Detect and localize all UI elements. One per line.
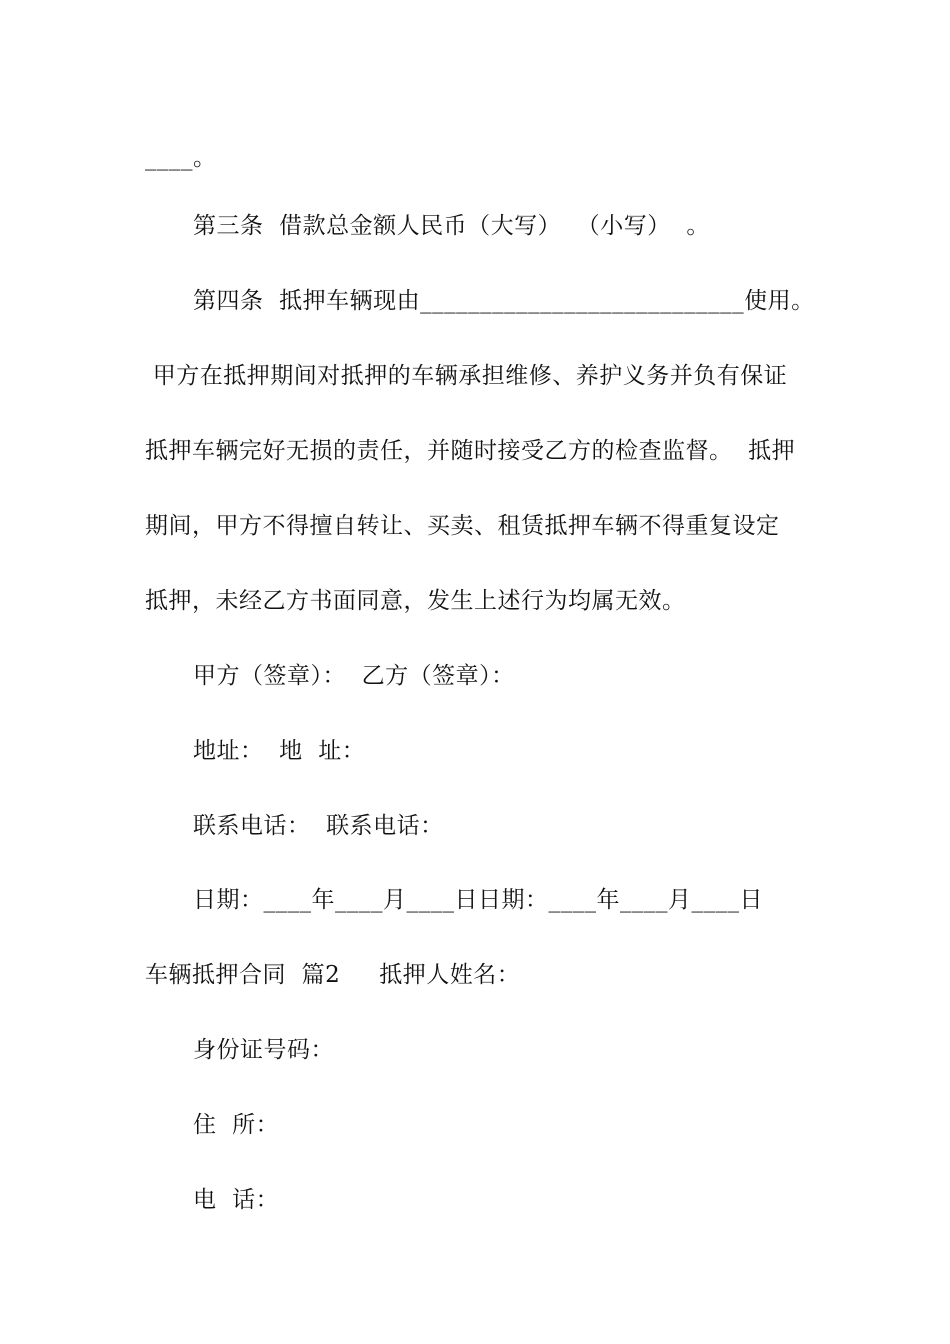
article-4-vehicle-user: 第四条 抵押车辆现由___________________________使用。 — [193, 288, 815, 314]
contract-section-heading: 车辆抵押合同 篇2 抵押人姓名： — [145, 962, 521, 988]
blank-fill-line: ____。 — [145, 145, 217, 171]
address-line: 地址： 地 址： — [193, 738, 366, 764]
date-line: 日期：____年____月____日日期：____年____月____日 — [193, 887, 763, 913]
paragraph-line: 抵押，未经乙方书面同意，发生上述行为均属无效。 — [145, 588, 686, 614]
telephone-field: 电 话： — [193, 1187, 280, 1213]
signature-line: 甲方（签章）： 乙方（签章）： — [193, 663, 515, 689]
paragraph-line: 甲方在抵押期间对抵押的车辆承担维修、养护义务并负有保证 — [145, 363, 788, 389]
id-number-field: 身份证号码： — [193, 1037, 334, 1063]
phone-line: 联系电话： 联系电话： — [193, 813, 444, 839]
paragraph-line: 抵押车辆完好无损的责任，并随时接受乙方的检查监督。 抵押 — [145, 438, 796, 464]
paragraph-line: 期间，甲方不得擅自转让、买卖、租赁抵押车辆不得重复设定 — [145, 513, 780, 539]
article-3-loan-amount: 第三条 借款总金额人民币（大写） （小写） 。 — [193, 213, 710, 239]
residence-field: 住 所： — [193, 1112, 280, 1138]
